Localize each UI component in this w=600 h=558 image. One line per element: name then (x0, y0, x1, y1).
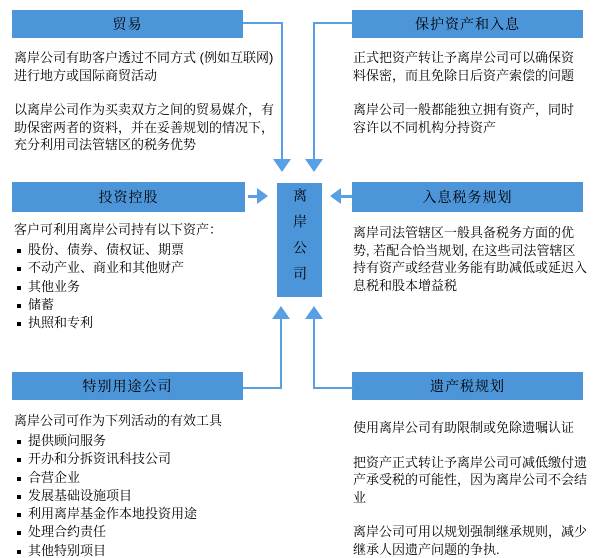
section-income-tax-title: 入息税务规划 (422, 189, 513, 205)
section-estate-tax-title: 遗产税规划 (430, 378, 505, 394)
section-trade-title: 贸易 (112, 16, 143, 32)
connector-protect-horizontal (313, 22, 352, 24)
connector-estate-tax-vertical (313, 319, 315, 389)
connector-special-purpose-vertical (280, 319, 282, 389)
bullet-icon (17, 531, 21, 535)
list-item-label: 不动产业、商业和其他财产 (28, 260, 185, 276)
list-item-label: 利用离岸基金作本地投资用途 (28, 506, 198, 522)
paragraph: 使用离岸公司有助限制或免除遗嘱认证 (353, 420, 575, 435)
arrow-up-icon (305, 306, 323, 319)
paragraph: 离岸公司可用以规划强制继承规则，减少继承人因遗产问题的争执. (353, 524, 588, 557)
connector-protect-vertical (313, 22, 315, 160)
paragraph: 离岸司法管辖区一般具备税务方面的优势, 若配合恰当规划, 在这些司法管辖区持有资产或经营业务能有助减低或延迟入息税和股本增益税 (353, 225, 588, 293)
list-item-label: 开办和分拆资讯科技公司 (28, 451, 172, 467)
section-protect-assets-header (352, 10, 583, 38)
arrow-down-icon (305, 159, 323, 172)
section-investment-holding-title: 投资控股 (98, 189, 159, 205)
connector-income-tax-shaft (340, 195, 352, 198)
list-item-label: 储蓄 (28, 296, 55, 312)
section-protect-assets-title: 保护资产和入息 (415, 16, 520, 32)
paragraph: 正式把资产转让予离岸公司可以确保资料保密，而且免除日后资产索偿的问题 (353, 50, 575, 83)
center-node-offshore-company (277, 183, 322, 297)
bullet-icon (17, 267, 21, 271)
section-special-purpose-content (14, 412, 276, 558)
list-item (14, 523, 276, 541)
list-item-label: 提供顾问服务 (28, 433, 107, 448)
asset-list (14, 241, 269, 332)
section-trade-header (12, 10, 243, 38)
paragraph: 把资产正式转让予离岸公司可减低缴付遗产承受税的可能性，因为离岸公司不会结业 (353, 454, 588, 505)
list-item-label: 其他业务 (28, 278, 81, 294)
arrow-right-icon (257, 188, 268, 204)
list-intro: 离岸公司可作为下列活动的有效工具 (14, 413, 223, 428)
center-node-label: 离岸公司 (292, 188, 308, 292)
list-item (14, 469, 276, 487)
connector-trade-vertical (281, 22, 283, 160)
list-item-label: 执照和专利 (28, 315, 94, 331)
bullet-icon (17, 440, 21, 444)
list-item (14, 432, 276, 450)
bullet-icon (17, 304, 21, 308)
list-item (14, 542, 276, 558)
section-income-tax-header (352, 182, 583, 212)
list-item (14, 505, 276, 523)
list-item-label: 股份、债券、债权证、期票 (28, 242, 185, 257)
list-item (14, 241, 269, 259)
list-item (14, 314, 269, 332)
connector-trade-horizontal (243, 22, 283, 24)
section-estate-tax-header (352, 372, 583, 400)
bullet-icon (17, 249, 21, 253)
list-item (14, 259, 269, 277)
section-special-purpose-title: 特别用途公司 (82, 378, 173, 394)
bullet-icon (17, 495, 21, 499)
list-intro: 客户可利用离岸公司持有以下资产： (14, 222, 223, 237)
section-investment-holding-header (12, 182, 245, 212)
section-special-purpose-header (12, 372, 243, 400)
paragraph: 离岸公司一般都能独立拥有资产，同时容许以不同机构分持资产 (353, 102, 575, 135)
section-investment-holding-content (14, 221, 269, 332)
section-income-tax-content (353, 224, 588, 311)
activity-list (14, 432, 276, 558)
section-trade-content (14, 49, 282, 171)
list-item (14, 450, 276, 468)
list-item (14, 487, 276, 505)
paragraph: 以离岸公司作为买卖双方之间的贸易媒介，有助保密两者的资料，并在妥善规划的情况下，充分利用司法管辖区的税务优势 (14, 102, 275, 152)
arrow-down-icon (273, 159, 291, 172)
list-item-label: 其他特别项目 (28, 542, 107, 558)
bullet-icon (17, 286, 21, 290)
bullet-icon (17, 477, 21, 481)
section-estate-tax-content (353, 419, 588, 558)
list-item-label: 处理合约责任 (28, 524, 107, 540)
list-item-label: 合营企业 (28, 469, 81, 485)
connector-special-purpose-horizontal (243, 387, 282, 389)
list-item (14, 296, 269, 314)
list-item-label: 发展基础设施项目 (28, 487, 133, 503)
bullet-icon (17, 322, 21, 326)
bullet-icon (17, 458, 21, 462)
list-item (14, 278, 269, 296)
section-protect-assets-content (353, 49, 586, 153)
arrow-up-icon (272, 306, 290, 319)
paragraph: 离岸公司有助客户透过不同方式 (例如互联网) 进行地方或国际商贸活动 (14, 50, 274, 83)
connector-estate-tax-horizontal (313, 387, 353, 389)
bullet-icon (17, 550, 21, 554)
bullet-icon (17, 513, 21, 517)
